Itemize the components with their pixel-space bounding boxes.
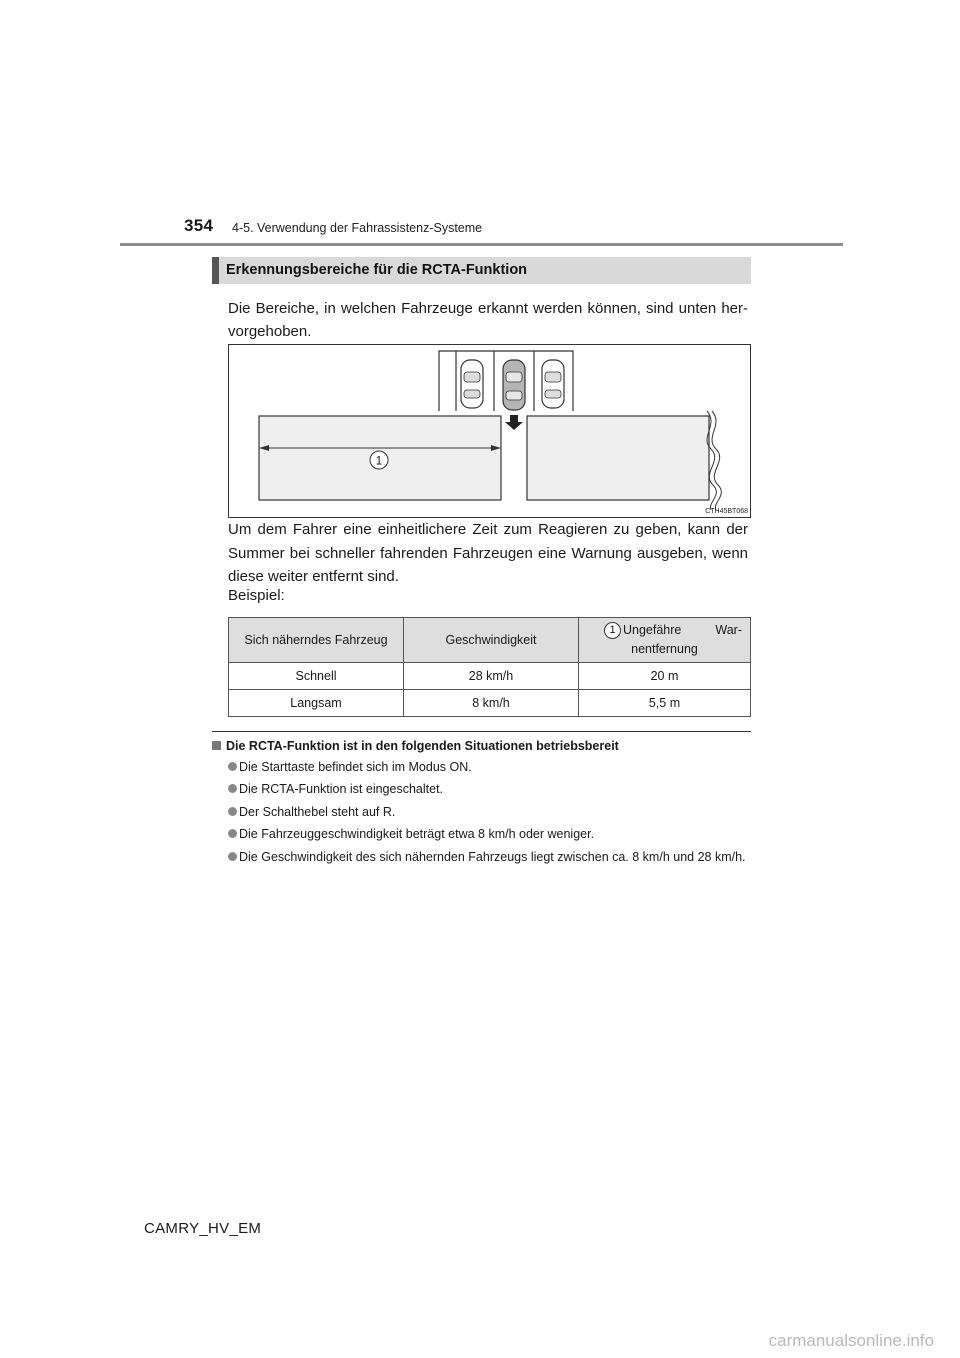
header-distance-word2: War- (715, 623, 742, 637)
list-item: Die RCTA-Funktion ist eingeschaltet. (228, 781, 751, 798)
page-number: 354 (184, 216, 214, 235)
table-cell: 5,5 m (579, 690, 751, 717)
parked-car-right (542, 360, 564, 408)
conditions-heading-text: Die RCTA-Funktion ist in den folgenden Situationen betriebsbereit (226, 739, 619, 753)
own-car (503, 360, 525, 410)
body-paragraph: Um dem Fahrer eine einheitlichere Zeit zum Reagieren zu geben, kann der Summer bei schneller fahrenden Fahrzeugen eine Warnung ausgeben, wenn diese weiter entfernt sind. (228, 521, 748, 585)
chapter-title: 4-5. Verwendung der Fahrassistenz-Systeme (232, 221, 483, 235)
section-heading-bar (212, 257, 751, 284)
figure-code: CTH45BT068 (705, 508, 748, 515)
list-item: Die Starttaste befindet sich im Modus ON. (228, 759, 751, 776)
bullet-dot-icon (228, 852, 237, 861)
footer-model-code: CAMRY_HV_EM (144, 1220, 262, 1237)
example-label: Beispiel: (228, 587, 285, 604)
header-vehicle: Sich näherndes Fahrzeug (229, 618, 404, 663)
list-item: Die Fahrzeuggeschwindigkeit beträgt etwa 8 km/h oder weniger. (228, 826, 751, 843)
table-cell: 20 m (579, 663, 751, 690)
detection-area-right (527, 416, 709, 500)
header-callout-1: 1 (604, 622, 621, 639)
header-speed: Geschwindigkeit (404, 618, 579, 663)
header-divider (120, 243, 843, 246)
bullet-dot-icon (228, 784, 237, 793)
list-item: Die Geschwindigkeit des sich nähernden Fahrzeugs liegt zwischen ca. 8 km/h und 28 km/h. (228, 849, 751, 866)
square-bullet-icon (212, 741, 221, 750)
reverse-direction-arrow (505, 415, 523, 430)
section-title: Erkennungsbereiche für die RCTA-Funktion (226, 262, 528, 278)
detection-area-diagram (229, 345, 750, 517)
watermark: carmanualsonline.info (768, 1331, 934, 1350)
warning-distance-table (228, 617, 751, 717)
list-item: Der Schalthebel steht auf R. (228, 804, 751, 821)
table-header-row (229, 618, 751, 663)
conditions-heading (212, 739, 619, 753)
table-row (229, 663, 751, 690)
section-marker (212, 257, 219, 284)
table-cell: 8 km/h (404, 690, 579, 717)
section-divider (212, 731, 751, 732)
callout-1-label: 1 (375, 453, 383, 468)
header-distance-line2: nentfernung (631, 642, 698, 656)
table-row (229, 690, 751, 717)
table-cell: Schnell (229, 663, 404, 690)
detection-area-figure (228, 344, 751, 518)
header-distance-word1: Ungefähre (623, 623, 682, 637)
parked-car-left (461, 360, 483, 408)
table-cell: Langsam (229, 690, 404, 717)
intro-paragraph: Die Bereiche, in welchen Fahrzeuge erkannt werden können, sind unten her-vorgehoben. (228, 300, 748, 340)
table-cell: 28 km/h (404, 663, 579, 690)
bullet-dot-icon (228, 829, 237, 838)
bullet-dot-icon (228, 762, 237, 771)
header-distance (579, 618, 751, 663)
bullet-dot-icon (228, 807, 237, 816)
